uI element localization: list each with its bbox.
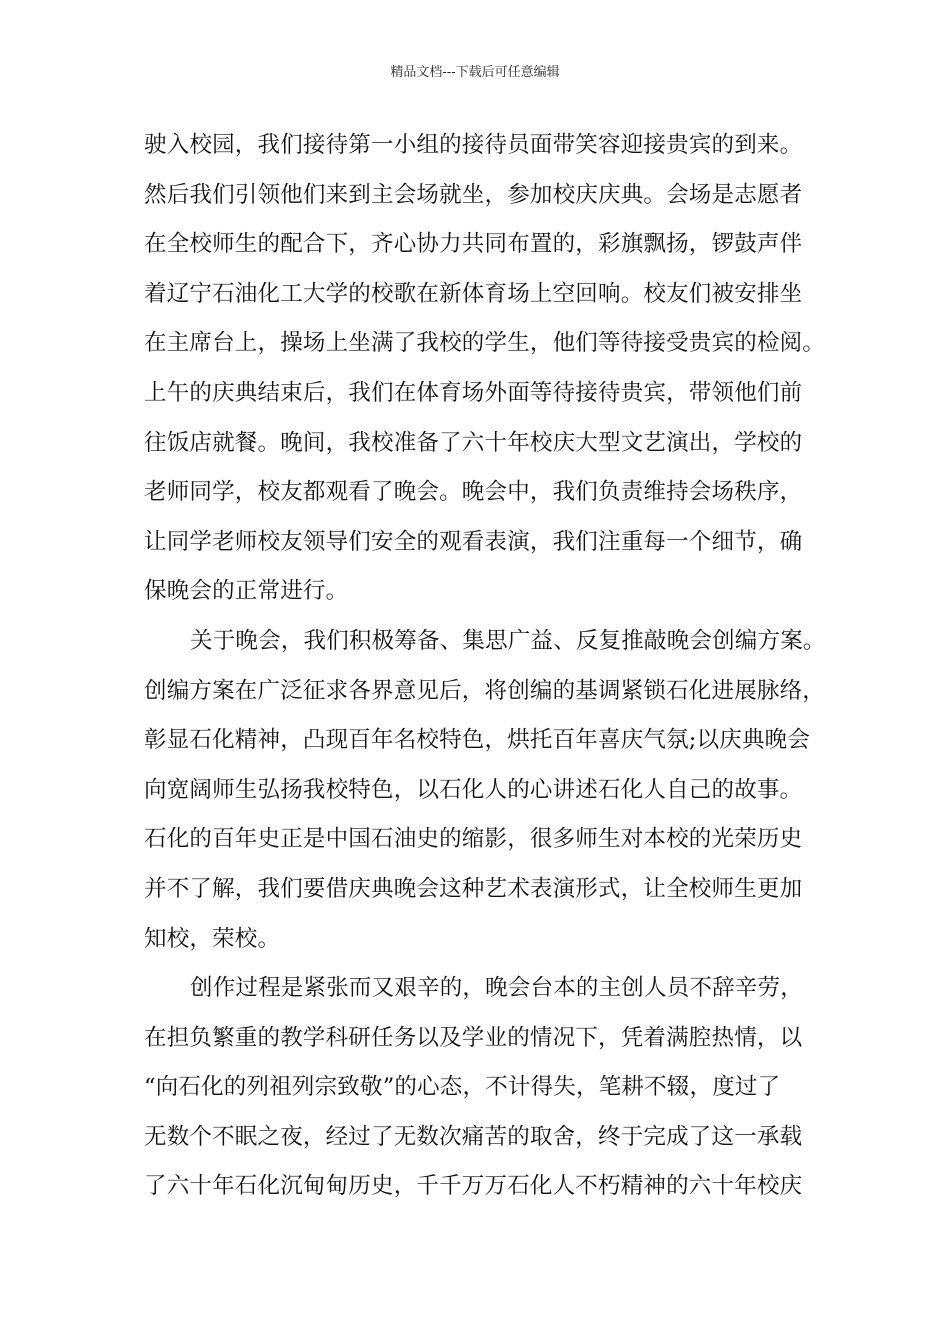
text-line: 在担负繁重的教学科研任务以及学业的情况下，凭着满腔热情，以 [144,1024,803,1051]
text-line: 让同学老师校友领导们安全的观看表演，我们注重每一个细节，确 [144,528,803,555]
text-line: 彰显石化精神，凸现百年名校特色，烘托百年喜庆气氛;以庆典晚会 [144,727,811,754]
text-line: 老师同学，校友都观看了晚会。晚会中，我们负责维持会场秩序， [144,479,803,506]
paragraph-first-line: 关于晚会，我们积极筹备、集思广益、反复推敲晚会创编方案。 [190,627,826,654]
text-line: 创编方案在广泛征求各界意见后，将创编的基调紧锁石化进展脉络， [144,677,826,704]
text-line: 驶入校园，我们接待第一小组的接待员面带笑容迎接贵宾的到来。 [144,132,803,158]
page-header: 精品文档---下载后可任意编辑 [390,65,560,80]
text-line: 了六十年石化沉甸甸历史，千千万万石化人不朽精神的六十年校庆 [144,1173,803,1200]
text-line: “向石化的列祖列宗致敬”的心态，不计得失，笔耕不辍，度过了 [144,1074,781,1101]
paragraph-first-line: 创作过程是紧张而又艰辛的，晚会台本的主创人员不辞辛劳， [190,975,803,1002]
text-line: 向宽阔师生弘扬我校特色，以石化人的心讲述石化人自己的故事。 [144,776,803,803]
text-line: 上午的庆典结束后，我们在体育场外面等待接待贵宾，带领他们前 [144,379,803,406]
body-text [144,127,834,1218]
text-line: 然后我们引领他们来到主会场就坐，参加校庆庆典。会场是志愿者 [144,181,803,208]
text-line: 往饭店就餐。晚间，我校准备了六十年校庆大型文艺演出，学校的 [144,429,803,456]
text-line: 着辽宁石油化工大学的校歌在新体育场上空回响。校友们被安排坐 [144,280,803,307]
text-line: 并不了解，我们要借庆典晚会这种艺术表演形式，让全校师生更加 [144,875,803,902]
text-line: 知校，荣校。 [144,925,281,952]
text-line: 保晚会的正常进行。 [144,578,349,605]
text-line: 无数个不眠之夜，经过了无数次痛苦的取舍，终于完成了这一承载 [144,1123,803,1150]
text-line: 石化的百年史正是中国石油史的缩影，很多师生对本校的光荣历史 [144,826,803,853]
text-line: 在全校师生的配合下，齐心协力共同布置的，彩旗飘扬，锣鼓声伴 [144,231,803,258]
text-line: 在主席台上，操场上坐满了我校的学生，他们等待接受贵宾的检阅。 [144,330,826,357]
